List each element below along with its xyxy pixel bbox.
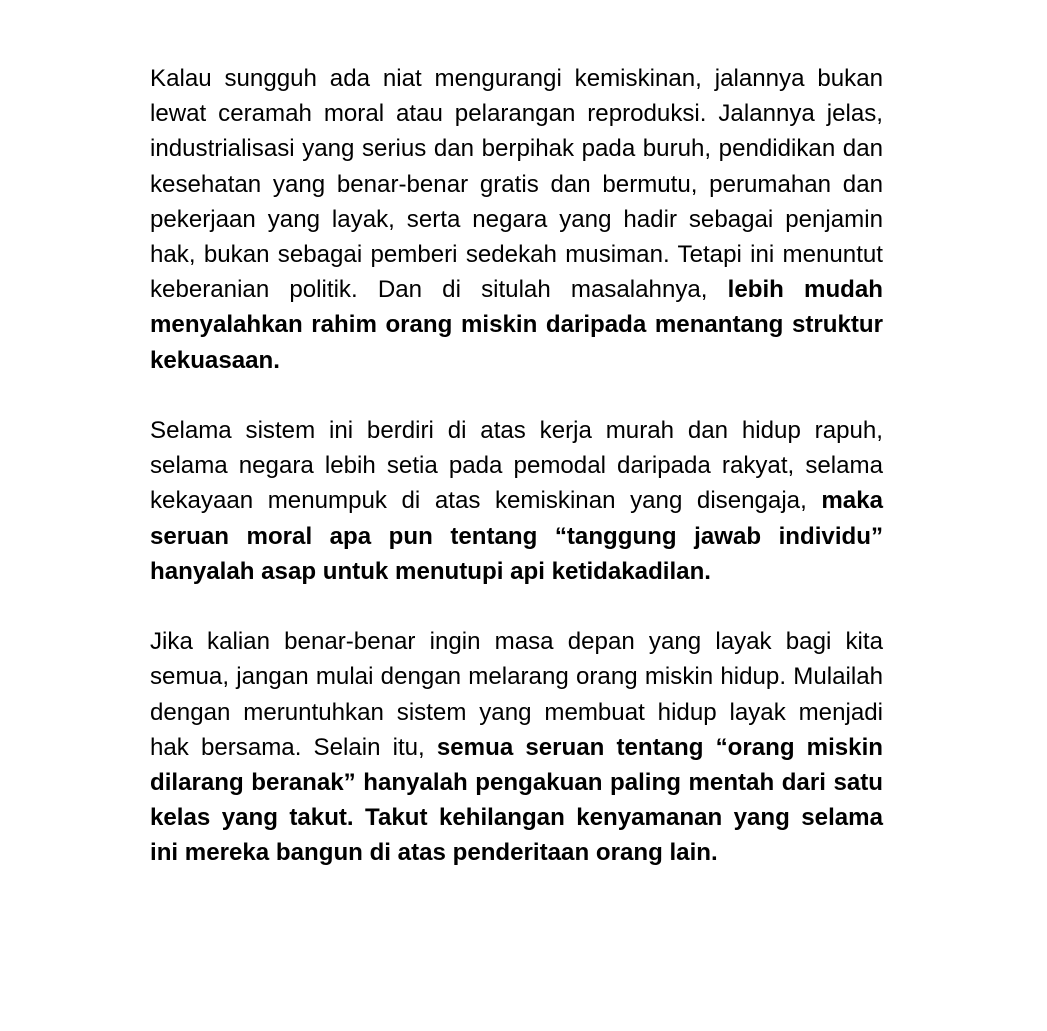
paragraph-emphasis: semua seruan tentang “orang miskin dilarang beranak” hanyalah pengakuan paling mentah dari satu kelas yang takut. Takut kehilangan kenyamanan yang selama ini mereka bangun di atas penderitaan orang lain. bbox=[150, 733, 883, 867]
paragraph-system-critique bbox=[150, 413, 883, 589]
paragraph-text: Jika kalian benar-benar ingin masa depan yang layak bagi kita semua, jangan mulai dengan melarang orang miskin hidup. Mulailah dengan meruntuhkan sistem yang membuat hidup layak menjadi hak bersama. Selain itu, bbox=[150, 628, 883, 761]
paragraph-emphasis: lebih mudah menyalahkan rahim orang miskin daripada menantang struktur kekuasaan. bbox=[150, 276, 883, 374]
paragraph-emphasis: maka seruan moral apa pun tentang “tanggung jawab individu” hanyalah asap untuk menutupi api ketidakadilan. bbox=[150, 487, 883, 585]
document-body bbox=[150, 61, 883, 871]
paragraph-text: Selama sistem ini berdiri di atas kerja murah dan hidup rapuh, selama negara lebih setia pada pemodal daripada rakyat, selama kekayaan menumpuk di atas kemiskinan yang disengaja, bbox=[150, 417, 883, 515]
paragraph-poverty-solution bbox=[150, 61, 883, 378]
paragraph-conclusion bbox=[150, 624, 883, 870]
paragraph-text: Kalau sungguh ada niat mengurangi kemiskinan, jalannya bukan lewat ceramah moral atau pelarangan reproduksi. Jalannya jelas, industrialisasi yang serius dan berpihak pada buruh, pendidikan dan kesehatan yang benar-benar gratis dan bermutu, perumahan dan pekerjaan yang layak, serta negara yang hadir sebagai penjamin hak, bukan sebagai pemberi sedekah musiman. Tetapi ini menuntut keberanian politik. Dan di situlah masalahnya, bbox=[150, 65, 883, 304]
